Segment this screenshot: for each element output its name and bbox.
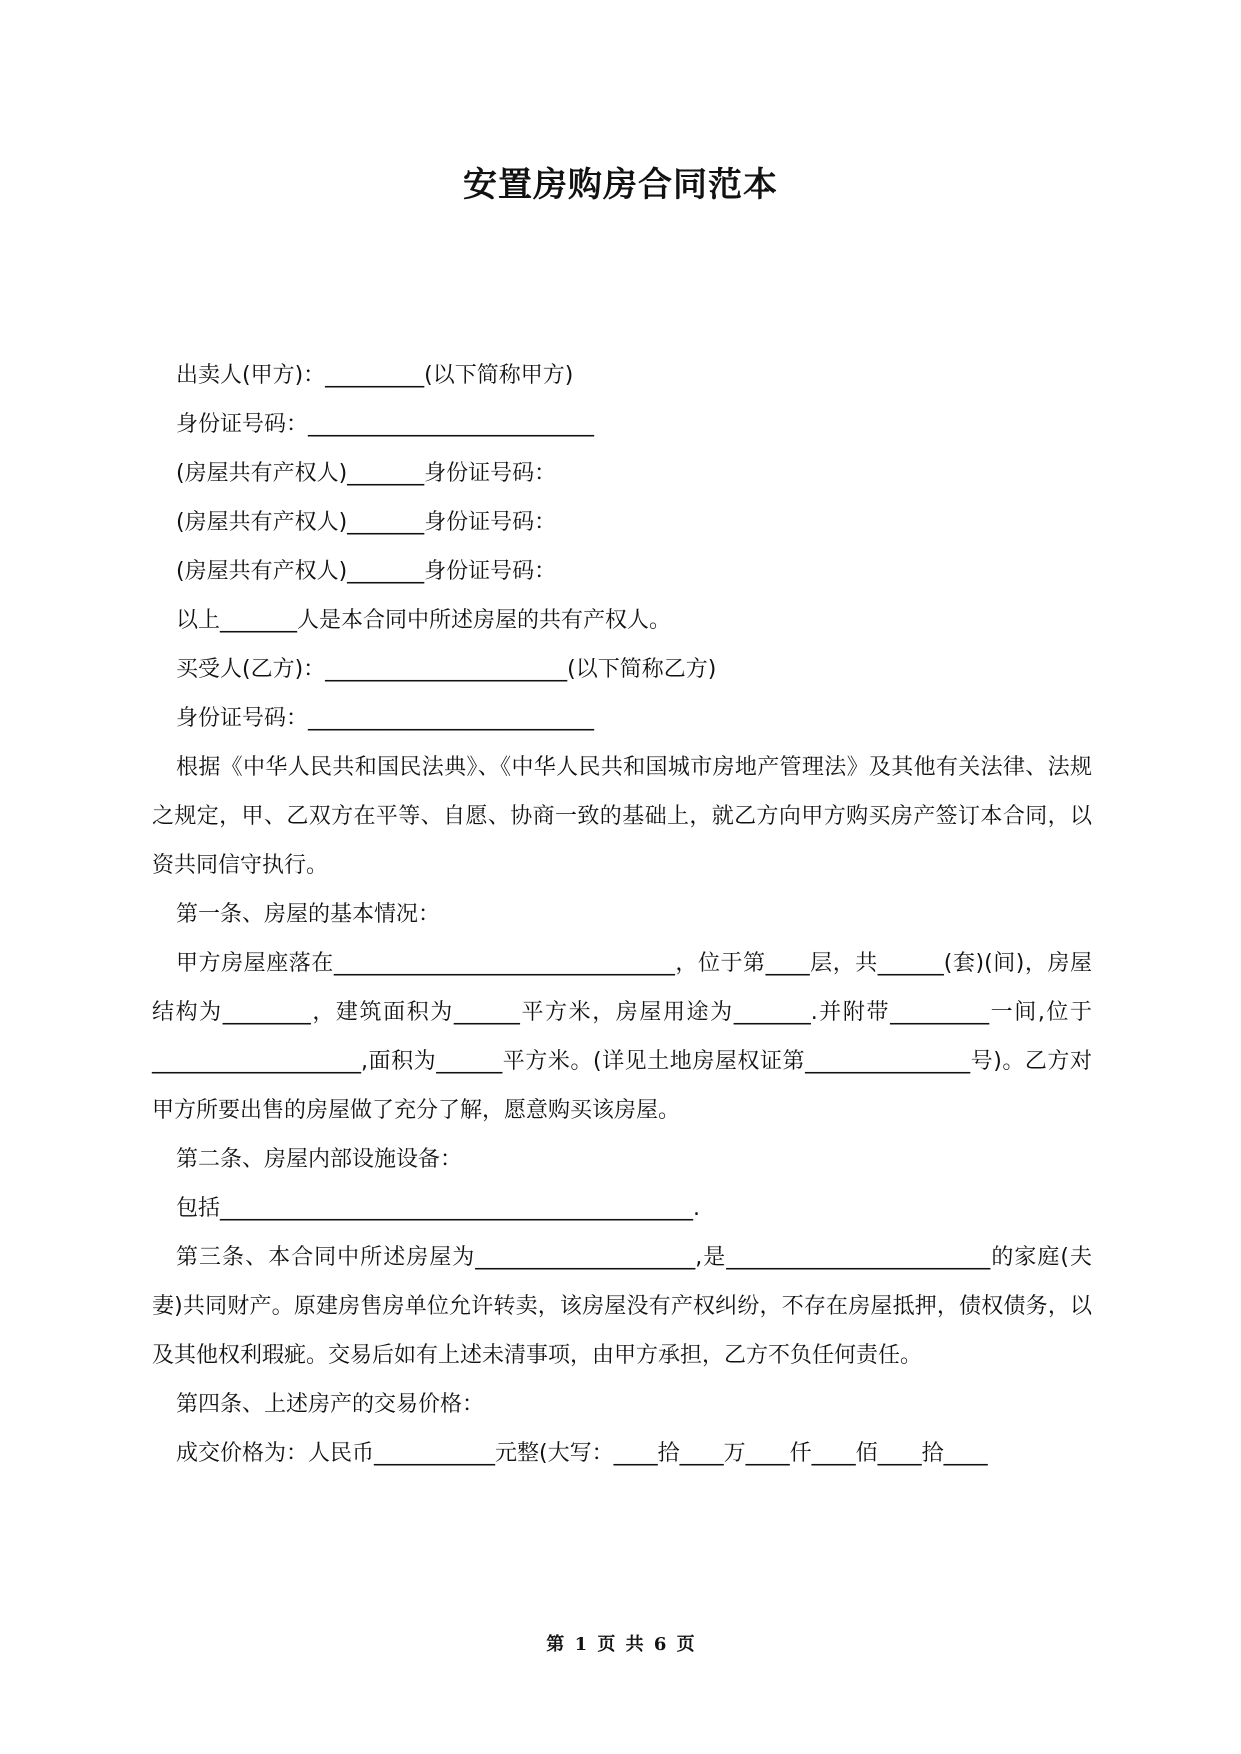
page-number: 第 1 页 共 6 页: [546, 1634, 695, 1655]
document-title: 安置房购房合同范本: [463, 165, 778, 205]
co-owner-line: (房屋共有产权人)_______身份证号码：: [176, 510, 557, 535]
buyer-id-line: 身份证号码：__________________________: [176, 706, 595, 731]
article-2-heading: 第二条、房屋内部设施设备：: [176, 1147, 463, 1172]
price-line: 成交价格为：人民币___________元整(大写：____拾____万____仟____佰____拾____: [176, 1441, 988, 1466]
article-1-heading: 第一条、房屋的基本情况：: [176, 902, 441, 927]
article-3-paragraph: 第三条、本合同中所述房屋为____________________,是________________________的家庭(夫妻)共同财产。原建房售房单位允许转卖，该房屋没有产权纠纷，不存在房屋抵押，债权债务，以及其他权利瑕疵。交易后如有上述未清事项，由甲方承担，乙方不负任何责任。: [152, 1245, 1092, 1368]
buyer-line: 买受人(乙方)：______________________(以下简称乙方): [176, 657, 717, 682]
preamble-paragraph: 根据《中华人民共和国民法典》、《中华人民共和国城市房地产管理法》及其他有关法律、法规之规定，甲、乙双方在平等、自愿、协商一致的基础上，就乙方向甲方购买房产签订本合同，以资共同信守执行。: [152, 755, 1092, 878]
document-body: [152, 351, 1092, 1478]
co-owner-line: (房屋共有产权人)_______身份证号码：: [176, 559, 557, 584]
seller-id-line: 身份证号码：__________________________: [176, 412, 595, 437]
seller-line: 出卖人(甲方)：_________(以下简称甲方): [176, 363, 574, 388]
co-owner-summary: 以上_______人是本合同中所述房屋的共有产权人。: [176, 608, 672, 633]
co-owner-line: (房屋共有产权人)_______身份证号码：: [176, 461, 557, 486]
article-1-paragraph: 甲方房屋座落在_______________________________，位于第____层，共______(套)(间)，房屋结构为________，建筑面积为______平方米，房屋用途为_______.并附带_________一间,位于___________________,面积为______平方米。(详见土地房屋权证第_______________号)。乙方对甲方所要出售的房屋做了充分了解，愿意购买该房屋。: [152, 951, 1092, 1123]
article-2-paragraph: 包括___________________________________________.: [176, 1196, 700, 1221]
article-4-heading: 第四条、上述房产的交易价格：: [176, 1392, 485, 1417]
